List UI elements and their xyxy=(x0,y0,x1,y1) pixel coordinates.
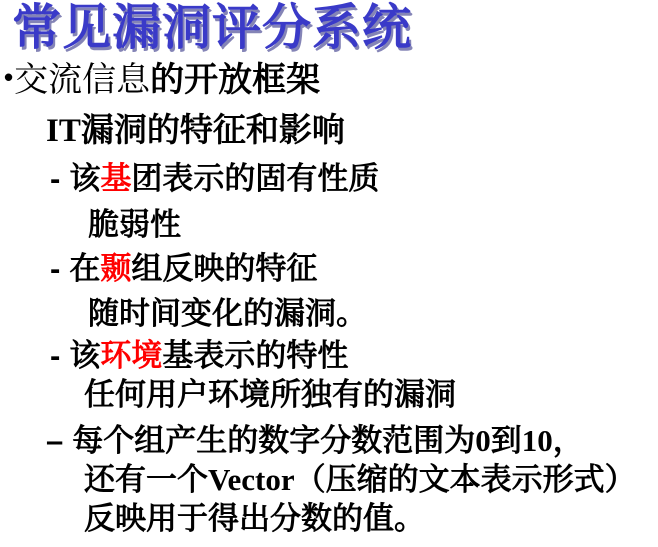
dash-marker: - xyxy=(50,251,61,286)
score-line1-zh1: 每个组产生的数字分数范围为 xyxy=(72,423,476,458)
item-temporal-group xyxy=(50,252,317,285)
section-heading xyxy=(46,112,345,150)
item-temporal-post: 组反映的特征 xyxy=(131,251,318,286)
item-temporal-red: 颞 xyxy=(100,251,132,286)
subitem-temporal-note: 随时间变化的漏洞。 xyxy=(88,296,367,331)
intro-text-normal: 交流信息 xyxy=(14,61,151,99)
dash-marker: - xyxy=(50,338,61,373)
intro-text-bold: 的开放框架 xyxy=(150,61,321,99)
subitem-fragility: 脆弱性 xyxy=(88,207,181,242)
item-environmental-group xyxy=(50,339,348,372)
slide-title: 常见漏洞评分系统 xyxy=(12,1,413,55)
item-environmental-pre: 该 xyxy=(69,338,101,373)
item-base-post: 团表示的固有性质 xyxy=(131,161,380,196)
score-line2-zh1: 还有一个 xyxy=(84,462,208,497)
item-base-pre: 该 xyxy=(69,161,101,196)
bullet-icon: • xyxy=(4,62,14,92)
score-line1-zh2: 到 xyxy=(490,423,522,458)
intro-bullet-line xyxy=(4,62,320,99)
subitem-environmental-note: 任何用户环境所独有的漏洞 xyxy=(84,377,456,412)
item-base-red: 基 xyxy=(100,161,132,196)
heading-zh: 漏洞的特征和影响 xyxy=(80,111,345,148)
score-vector-line xyxy=(84,463,636,496)
item-base-group xyxy=(50,162,379,195)
item-score-range xyxy=(46,424,584,457)
heading-en: IT xyxy=(46,113,81,149)
score-min: 0 xyxy=(475,423,491,458)
dash-marker: - xyxy=(50,161,61,196)
item-temporal-pre: 在 xyxy=(69,251,101,286)
vector-term: Vector xyxy=(208,462,295,497)
dash-marker: – xyxy=(46,423,64,458)
score-max: 10 xyxy=(521,423,553,458)
item-environmental-post: 基表示的特性 xyxy=(162,338,349,373)
score-values-line: 反映用于得出分数的值。 xyxy=(84,501,425,536)
item-environmental-red: 环境 xyxy=(100,338,163,373)
score-line2-zh2: （压缩的文本表示形式） xyxy=(294,462,636,497)
score-line1-punct: ， xyxy=(552,423,584,458)
